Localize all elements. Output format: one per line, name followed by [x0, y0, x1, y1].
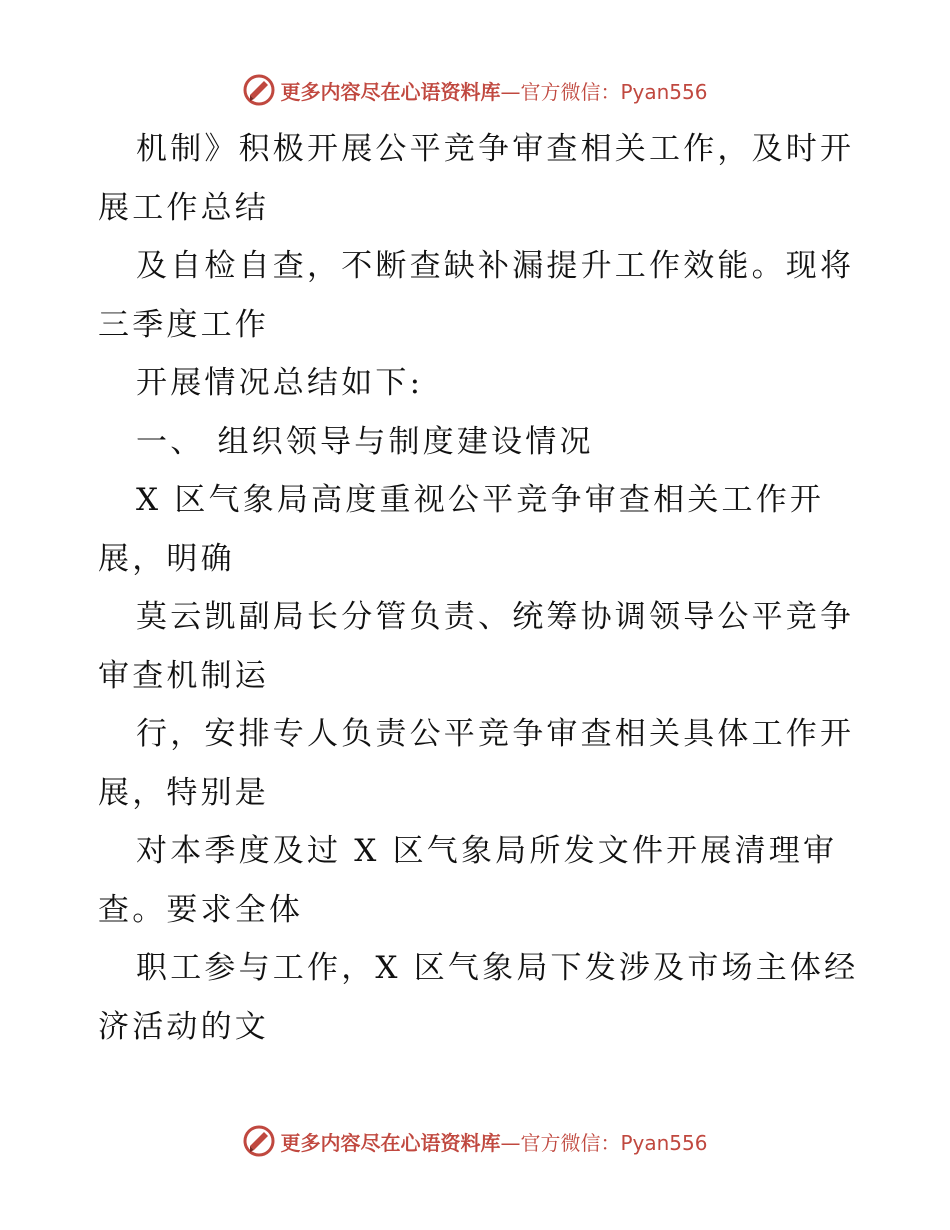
header-banner [0, 70, 950, 110]
body-line: 审查机制运 [98, 657, 269, 694]
body-line: 济活动的文 [98, 1008, 269, 1045]
banner-wechat: 官方微信：Pyan556 [520, 1130, 708, 1155]
body-line: 三季度工作 [98, 306, 269, 343]
banner-separator: — [500, 1130, 521, 1155]
body-line: 职工参与工作，X 区气象局下发涉及市场主体经 [136, 950, 859, 986]
logo-icon [242, 1124, 276, 1158]
banner-main: 更多内容尽在心语资料库 [280, 79, 501, 104]
body-line: 莫云凯副局长分管负责、统筹协调领导公平竞争 [136, 599, 855, 635]
banner-text [280, 1127, 707, 1156]
banner-main: 更多内容尽在心语资料库 [280, 1130, 501, 1155]
body-line: 查。要求全体 [98, 891, 304, 928]
logo-icon [242, 73, 276, 107]
document-body [98, 120, 858, 1056]
body-line: 对本季度及过 X 区气象局所发文件开展清理审 [136, 833, 838, 869]
section-heading: 一、 组织领导与制度建设情况 [136, 423, 594, 460]
body-line: 展，明确 [98, 540, 235, 577]
footer-banner [0, 1121, 950, 1161]
body-line: 行，安排专人负责公平竞争审查相关具体工作开 [136, 716, 855, 752]
body-line: 机制》积极开展公平竞争审查相关工作，及时开 [136, 131, 855, 167]
banner-text [280, 76, 707, 105]
banner-wechat: 官方微信：Pyan556 [520, 79, 708, 104]
body-line: 及自检自查，不断查缺补漏提升工作效能。现将 [136, 248, 855, 284]
banner-separator: — [500, 79, 521, 104]
body-line: 开展情况总结如下: [136, 365, 424, 401]
body-line: 展工作总结 [98, 189, 269, 226]
body-line: X 区气象局高度重视公平竞争审查相关工作开 [136, 482, 825, 518]
body-line: 展，特别是 [98, 774, 269, 811]
